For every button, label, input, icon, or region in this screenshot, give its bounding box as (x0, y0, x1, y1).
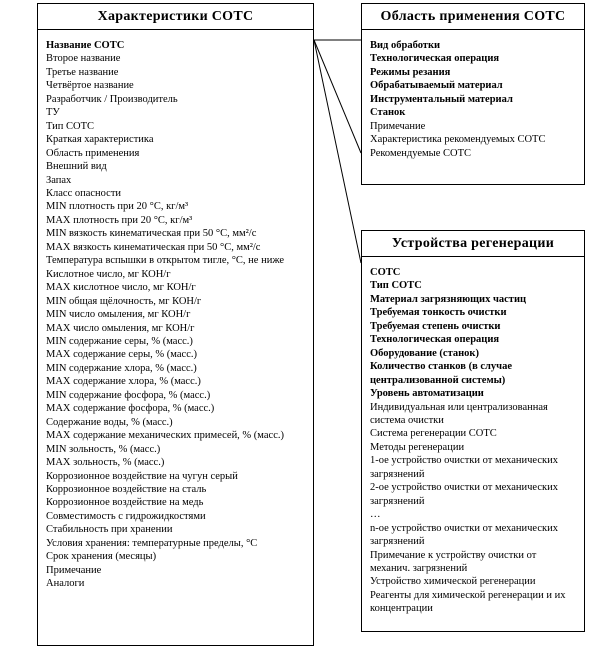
attribute-item: Кислотное число, мг КОН/г (46, 268, 171, 280)
attribute-item: Условия хранения: температурные пределы, °С (46, 537, 258, 549)
attribute-item: Примечание к устройству очистки от механич. загрязнений (370, 549, 537, 574)
attribute-item: MAX число омыления, мг КОН/г (46, 322, 195, 334)
attribute-list (38, 30, 313, 591)
attribute-item: ТУ (46, 107, 60, 119)
attribute-item: Примечание (46, 564, 102, 576)
attribute-item: Запах (46, 174, 72, 186)
attribute-list (362, 30, 584, 160)
attribute-item: MAX вязкость кинематическая при 50 °С, мм²/с (46, 241, 261, 253)
attribute-item: MAX содержание серы, % (масс.) (46, 349, 197, 361)
attribute-item: MIN плотность при 20 °С, кг/м³ (46, 201, 189, 213)
attribute-item: Срок хранения (месяцы) (46, 551, 157, 563)
attribute-item: 1-ое устройство очистки от механических загрязнений (370, 455, 558, 480)
attribute-item: Вид обработки (370, 40, 441, 51)
attribute-item: Область применения (46, 147, 140, 159)
attribute-item: MAX содержание фосфора, % (масс.) (46, 403, 215, 415)
attribute-item: … (370, 509, 381, 521)
attribute-item: Требуемая степень очистки (370, 320, 501, 332)
attribute-item: Совместимость с гидрожидкостями (46, 510, 206, 522)
attribute-item: Методы регенерации (370, 441, 465, 453)
attribute-item: Система регенерации СОТС (370, 428, 497, 440)
attribute-item: Температура вспышки в открытом тигле, °С, не ниже (46, 255, 285, 267)
attribute-item: MAX содержание хлора, % (масс.) (46, 376, 201, 388)
attribute-item: Реагенты для химической регенерации и их концентрации (370, 589, 566, 615)
attribute-item: Материал загрязняющих частиц (370, 293, 527, 305)
attribute-item: Количество станков (в случае централизованной системы) (370, 361, 513, 386)
attribute-item: Разработчик / Производитель (46, 93, 178, 105)
attribute-item: MAX плотность при 20 °С, кг/м³ (46, 214, 193, 226)
attribute-item: Инструментальный материал (370, 93, 513, 105)
entity-title: Область применения СОТС (362, 4, 584, 30)
attribute-item: MIN содержание хлора, % (масс.) (46, 362, 197, 374)
attribute-item: Устройство химической регенерации (370, 576, 536, 588)
entity-cots-characteristics (37, 3, 314, 646)
attribute-item: Тип СОТС (370, 280, 422, 292)
attribute-item: 2-ое устройство очистки от механических загрязнений (370, 482, 558, 507)
attribute-item: Коррозионное воздействие на чугун серый (46, 470, 238, 482)
attribute-item: Стабильность при хранении (46, 524, 173, 536)
entity-title: Устройства регенерации (362, 231, 584, 257)
attribute-item: Характеристика рекомендуемых СОТС (370, 134, 546, 146)
entity-regeneration-devices (361, 230, 585, 632)
attribute-item: Режимы резания (370, 66, 451, 78)
attribute-item: СОТС (370, 267, 401, 278)
attribute-item: MAX содержание механических примесей, % (масс.) (46, 430, 284, 442)
attribute-item: Краткая характеристика (46, 134, 154, 146)
attribute-list (362, 257, 584, 616)
attribute-item: Требуемая тонкость очистки (370, 307, 507, 319)
link-to-regeneration (314, 40, 361, 263)
attribute-item: Второе название (46, 53, 121, 65)
entity-application-area (361, 3, 585, 185)
attribute-item: n-ое устройство очистки от механических загрязнений (370, 522, 558, 548)
link-to-application-area (314, 40, 361, 153)
attribute-item: Уровень автоматизации (370, 388, 484, 400)
attribute-item: Станок (370, 107, 406, 119)
attribute-item: Коррозионное воздействие на сталь (46, 483, 207, 495)
attribute-item: Внешний вид (46, 161, 107, 173)
attribute-item: MIN содержание серы, % (масс.) (46, 335, 193, 347)
attribute-item: Содержание воды, % (масс.) (46, 416, 173, 428)
attribute-item: Класс опасности (46, 187, 122, 199)
attribute-item: MIN содержание фосфора, % (масс.) (46, 389, 211, 401)
attribute-item: Название СОТС (46, 40, 125, 51)
attribute-item: MIN зольность, % (масс.) (46, 443, 161, 455)
attribute-item: Индивидуальная или централизованная система очистки (370, 401, 548, 426)
attribute-item: Третье название (46, 66, 119, 78)
attribute-item: MIN общая щёлочность, мг КОН/г (46, 295, 202, 307)
attribute-item: Обрабатываемый материал (370, 80, 503, 92)
attribute-item: MAX кислотное число, мг КОН/г (46, 282, 196, 294)
attribute-item: Технологическая операция (370, 334, 500, 346)
attribute-item: MIN число омыления, мг КОН/г (46, 309, 191, 321)
attribute-item: Технологическая операция (370, 53, 500, 65)
entity-title: Характеристики СОТС (38, 4, 313, 30)
attribute-item: Четвёртое название (46, 80, 134, 92)
attribute-item: Аналоги (46, 578, 85, 590)
attribute-item: Оборудование (станок) (370, 347, 479, 359)
attribute-item: MAX зольность, % (масс.) (46, 457, 165, 469)
attribute-item: Примечание (370, 120, 426, 132)
attribute-item: Коррозионное воздействие на медь (46, 497, 204, 509)
attribute-item: Тип СОТС (46, 120, 95, 132)
attribute-item: Рекомендуемые СОТС (370, 147, 472, 159)
attribute-item: MIN вязкость кинематическая при 50 °С, мм²/с (46, 228, 257, 240)
